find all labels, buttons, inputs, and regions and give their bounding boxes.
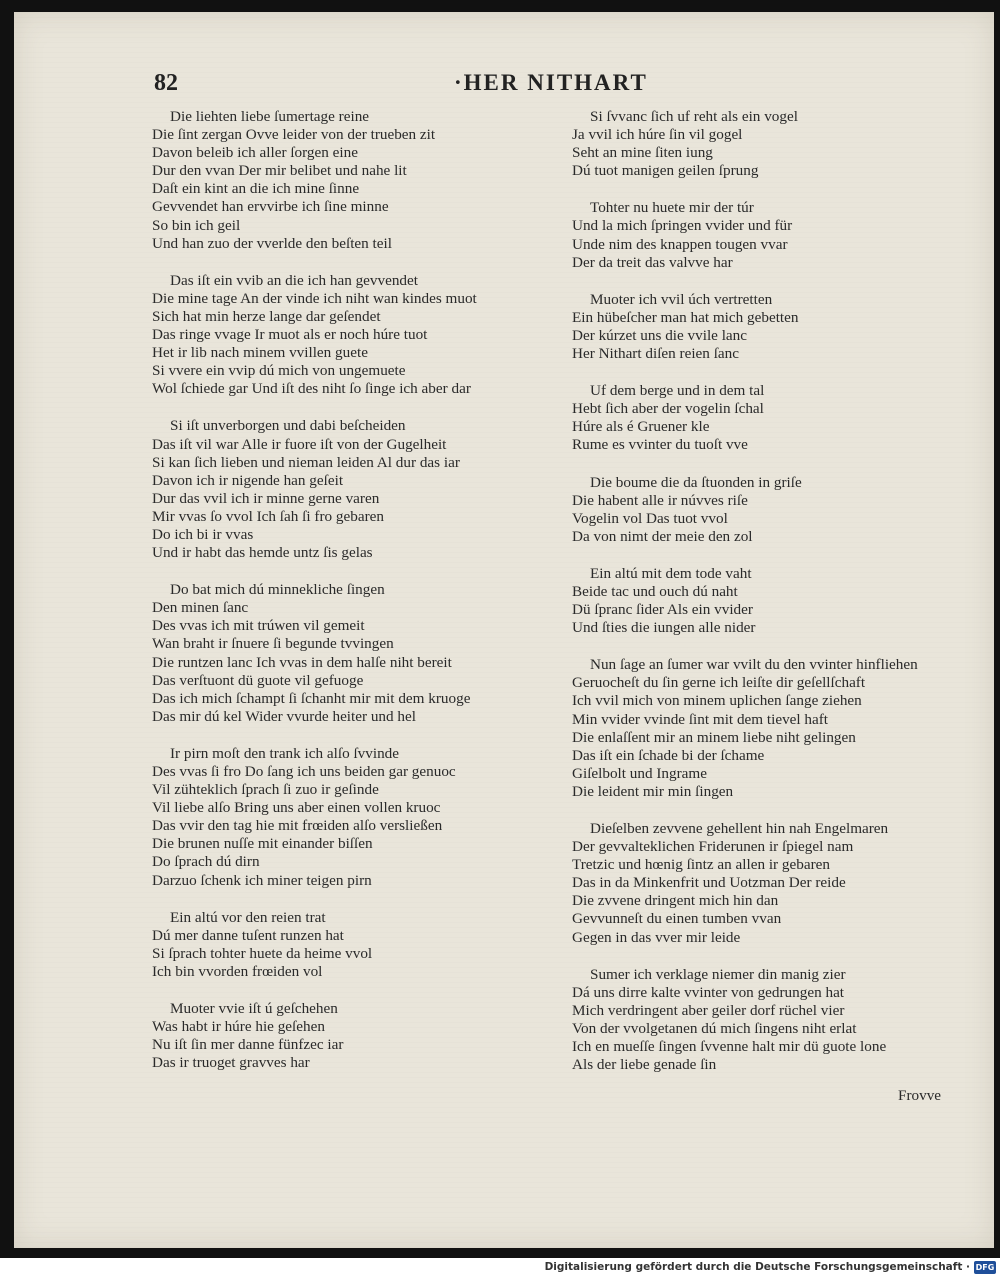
verse-line: Ein hübeſcher man hat mich gebetten	[572, 308, 799, 326]
verse-line: Davon ich ir nigende han geſeit	[152, 471, 344, 489]
verse-line: Vil liebe alſo Bring uns aber einen vollen kruoc	[152, 799, 441, 817]
verse-line: Die leident mir min ſingen	[572, 782, 734, 800]
verse-line: Dú mer danne tuſent runzen hat	[152, 926, 344, 944]
verse-line: Si iſt unverborgen und dabi beſcheiden	[170, 417, 406, 435]
verse-line: Dú tuot manigen geilen ſprung	[572, 162, 759, 180]
verse-line: Die habent alle ir núvves riſe	[572, 491, 748, 509]
stanza	[572, 474, 992, 546]
verse-line: Ein altú vor den reien trat	[170, 908, 326, 926]
verse-line: Das ringe vvage Ir muot als er noch húre tuot	[152, 326, 428, 344]
verse-line: Das vvir den tag hie mit frœiden alſo versließen	[152, 817, 443, 835]
verse-line: Gevvendet han ervvirbe ich ſine minne	[152, 198, 389, 216]
verse-line: Geruocheſt du ſin gerne ich leiſte dir geſellſchaft	[572, 674, 866, 692]
right-column	[572, 108, 992, 1093]
verse-line: Vogelin vol Das tuot vvol	[572, 509, 728, 527]
stanza	[152, 417, 572, 562]
verse-line: So bin ich geil	[152, 216, 241, 234]
funding-notice: Digitalisierung gefördert durch die Deutsche Forschungsgemeinschaft ·	[544, 1261, 970, 1273]
verse-line: Wan braht ir ſnuere ſi begunde tvvingen	[152, 635, 394, 653]
verse-line: Het ir lib nach minem vvillen guete	[152, 344, 368, 362]
stanza	[152, 1000, 572, 1072]
verse-line: Do bat mich dú minnekliche ſingen	[170, 581, 385, 599]
catchword: Frovve	[898, 1087, 942, 1104]
stanza	[572, 291, 992, 363]
dfg-logo-icon: DFG	[975, 1263, 995, 1272]
footer-bar	[0, 1258, 1000, 1278]
stanza	[152, 581, 572, 726]
verse-line: Das iſt ein vvib an die ich han gevvendet	[170, 271, 418, 289]
verse-line: Und la mich ſpringen vvider und für	[572, 217, 793, 235]
verse-line: Ein altú mit dem tode vaht	[590, 564, 752, 582]
verse-line: Und ſties die iungen alle nider	[572, 619, 756, 637]
verse-line: Tohter nu huete mir der túr	[590, 199, 754, 217]
verse-line: Von der vvolgetanen dú mich ſingens niht erlat	[572, 1019, 857, 1037]
verse-line: Die ſint zergan Ovve leider von der trueben zit	[152, 126, 436, 144]
verse-line: Muoter vvie iſt ú geſchehen	[170, 1000, 338, 1018]
stanza	[152, 745, 572, 890]
stanza	[572, 382, 992, 454]
verse-line: Und han zuo der vverlde den beſten teil	[152, 234, 392, 252]
verse-line: Wol ſchiede gar Und iſt des niht ſo ſinge ich aber dar	[152, 380, 471, 398]
verse-line: Des vvas ich mit trúwen vil gemeit	[152, 617, 365, 635]
stanza	[152, 108, 572, 253]
verse-line: Unde nim des knappen tougen vvar	[572, 235, 788, 253]
verse-line: Davon beleib ich aller ſorgen eine	[152, 144, 358, 162]
stanza	[572, 565, 992, 637]
verse-line: Gegen in das vver mir leide	[572, 928, 741, 946]
verse-line: Ir pirn moſt den trank ich alſo ſvvinde	[170, 744, 400, 762]
left-column	[152, 108, 572, 1091]
verse-line: Des vvas ſi fro Do ſang ich uns beiden gar genuoc	[152, 763, 456, 780]
verse-line: Das verſtuont dü guote vil gefuoge	[152, 671, 364, 689]
verse-line: Die liehten liebe ſumertage reine	[170, 108, 370, 125]
verse-line: Dieſelben zevvene gehellent hin nah Engelmaren	[590, 820, 889, 837]
verse-line: Als der liebe genade ſin	[572, 1056, 717, 1074]
verse-line: Die enlaſſent mir an minem liebe niht gelingen	[572, 728, 856, 746]
verse-line: Der da treit das valvve har	[572, 253, 733, 271]
verse-line: Húre als é Gruener kle	[572, 418, 710, 436]
verse-line: Das ir truoget gravves har	[152, 1054, 310, 1072]
verse-line: Die zvvene dringent mich hin dan	[572, 892, 779, 910]
verse-line: Her Nithart diſen reien ſanc	[572, 345, 739, 363]
verse-line: Seht an mine ſiten iung	[572, 144, 713, 162]
verse-line: Das iſt vil war Alle ir fuore iſt von der Gugelheit	[152, 435, 447, 453]
verse-line: Nu iſt ſin mer danne fünfzec iar	[152, 1036, 344, 1054]
verse-line: Die runtzen lanc Ich vvas in dem halſe niht bereit	[152, 653, 452, 671]
verse-line: Der kúrzet uns die vvile lanc	[572, 326, 748, 344]
verse-line: Ich bin vvorden frœiden vol	[152, 962, 323, 980]
verse-line: Do ich bi ir vvas	[152, 525, 254, 543]
book-page	[14, 12, 994, 1248]
verse-line: Dá uns dirre kalte vvinter von gedrungen hat	[572, 983, 845, 1001]
verse-line: Mir vvas ſo vvol Ich ſah ſi fro gebaren	[152, 507, 384, 525]
verse-line: Vil zühteklich ſprach ſi zuo ir geſinde	[152, 781, 379, 799]
verse-line: Das mir dú kel Wider vvurde heiter und hel	[152, 707, 416, 725]
verse-line: Die mine tage An der vinde ich niht wan kindes muot	[152, 289, 477, 307]
verse-line: Das iſt ein ſchade bi der ſchame	[572, 746, 765, 764]
running-head: ·HER NITHART	[454, 70, 648, 95]
stanza	[152, 909, 572, 981]
verse-line: Min vvider vvinde ſint mit dem tievel haft	[572, 710, 829, 728]
verse-line: Das in da Minkenfrit und Uotzman Der reide	[572, 874, 846, 892]
page-number: 82	[154, 70, 178, 96]
verse-line: Dü ſpranc ſider Als ein vvider	[572, 601, 753, 619]
verse-line: Die boume die da ſtuonden in griſe	[590, 473, 802, 491]
verse-line: Nun ſage an ſumer war vvilt du den vvinter hinfliehen	[590, 656, 918, 674]
verse-line: Darzuo ſchenk ich miner teigen pirn	[152, 871, 372, 889]
verse-line: Ich en mueſſe ſingen ſvvenne halt mir dü guote lone	[572, 1038, 887, 1056]
verse-line: Der gevvaltеklichen Friderunen ir ſpiegel nam	[572, 838, 854, 856]
verse-line: Si ſprach tohter huete da heime vvol	[152, 944, 373, 962]
verse-line: Dur den vvan Der mir belibet und nahe lit	[152, 162, 407, 180]
verse-line: Si kan ſich lieben und nieman leiden Al dur das iar	[152, 453, 460, 471]
stanza	[572, 656, 992, 801]
verse-line: Den minen ſanc	[152, 599, 249, 617]
stanza	[572, 108, 992, 180]
verse-line: Die brunen nuſſe mit einander biſſen	[152, 835, 373, 853]
verse-line: Muoter ich vvil úch vertretten	[590, 290, 773, 308]
verse-line: Giſelbolt und Ingrame	[572, 764, 707, 782]
stanza	[152, 272, 572, 399]
verse-line: Ich vvil mich von minem uplichen ſange ziehen	[572, 692, 862, 710]
verse-line: Ja vvil ich húre ſin vil gogel	[572, 126, 743, 144]
verse-line: Beide tac und ouch dú naht	[572, 582, 738, 600]
stanza	[572, 199, 992, 271]
verse-line: Sumer ich verklage niemer din manig zier	[590, 965, 846, 983]
verse-line: Tretzic und hœnig ſintz an allen ir gebaren	[572, 856, 830, 874]
verse-line: Do ſprach dú dirn	[152, 853, 260, 871]
verse-line: Uf dem berge und in dem tal	[590, 382, 765, 400]
verse-line: Daſt ein kint an die ich mine ſinne	[152, 180, 360, 198]
verse-line: Si vvere ein vvip dú mich von ungemuete	[152, 362, 406, 380]
stanza	[572, 966, 992, 1075]
verse-line: Gevvunneſt du einen tumben vvan	[572, 910, 782, 928]
verse-line: Da von nimt der meie den zol	[572, 527, 753, 545]
stanza	[572, 820, 992, 947]
verse-line: Dur das vvil ich ir minne gerne varen	[152, 489, 380, 507]
verse-line: Und ir habt das hemde untz ſis gelas	[152, 544, 373, 562]
verse-line: Sich hat min herze lange dar geſendet	[152, 307, 381, 325]
verse-line: Si ſvvanc ſich uf reht als ein vogel	[590, 108, 798, 125]
verse-line: Das ich mich ſchampt ſi ſchanht mir mit dem kruoge	[152, 689, 471, 707]
verse-line: Rume es vvinter du tuoſt vve	[572, 436, 748, 454]
verse-line: Was habt ir húre hie geſehen	[152, 1018, 325, 1036]
verse-line: Mich verdringent aber geiler dorf rüchel vier	[572, 1001, 845, 1019]
verse-line: Hebt ſich aber der vogelin ſchal	[572, 400, 764, 418]
